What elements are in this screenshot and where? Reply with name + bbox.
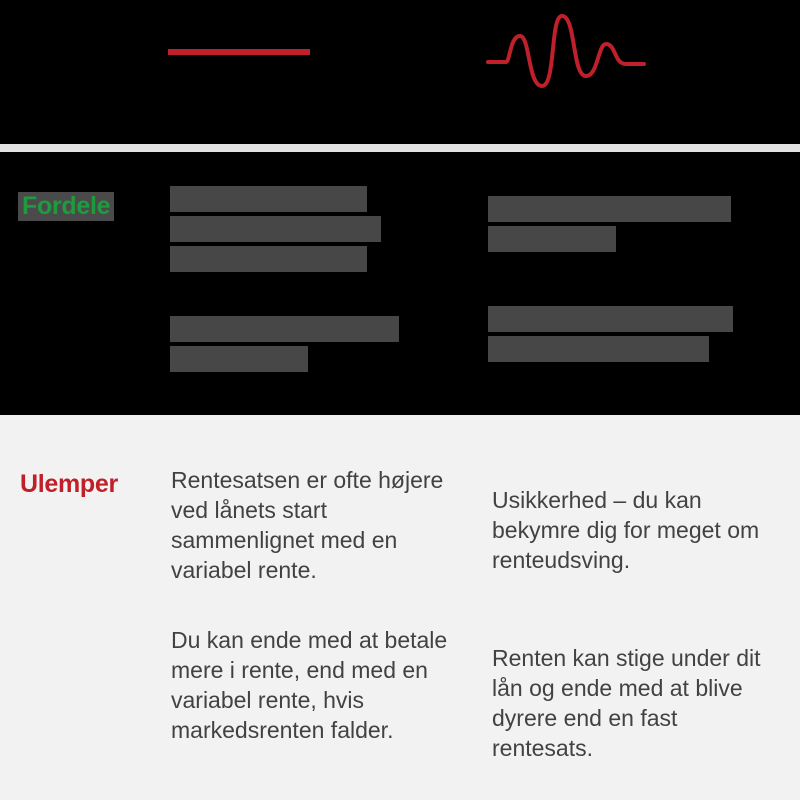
cons-fixed-1: Rentesatsen er ofte højere ved lånets start sammenlignet med en variabel rente. — [171, 467, 444, 583]
comparison-header — [0, 0, 800, 144]
cons-section — [0, 415, 800, 800]
pros-section — [0, 152, 800, 415]
section-divider — [0, 144, 800, 152]
cons-variable-1: Usikkerhed – du kan bekymre dig for meget om renteudsving. — [492, 487, 760, 573]
pros-variable-2 — [488, 304, 768, 364]
cons-variable-2: Renten kan stige under dit lån og ende med at blive dyrere end en fast rentesats. — [492, 645, 761, 761]
pros-label: Fordele — [18, 192, 114, 221]
wave-line-icon — [486, 8, 646, 90]
pros-variable-1 — [488, 194, 758, 254]
cons-fixed-2: Du kan ende med at betale mere i rente, end med en variabel rente, hvis markedsrenten falder. — [171, 627, 448, 743]
cons-label: Ulemper — [20, 470, 118, 498]
flat-line-icon — [168, 49, 310, 55]
pros-fixed-2 — [170, 314, 430, 374]
pros-fixed-1 — [170, 184, 430, 274]
